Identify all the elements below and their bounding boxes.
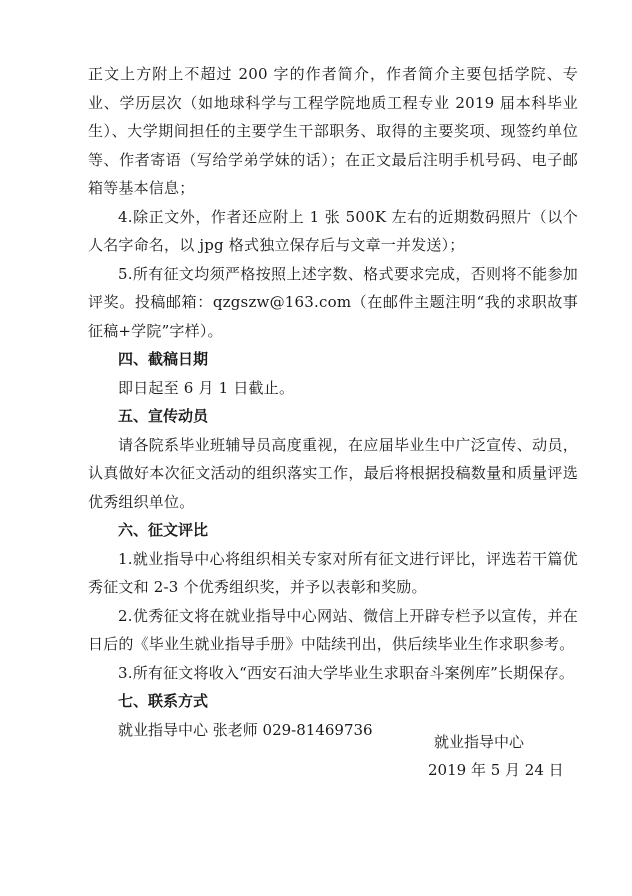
evaluation-item-1: 1.就业指导中心将组织相关专家对所有征文进行评比，评选若干篇优秀征文和 2-3 个优秀组织奖，并予以表彰和奖励。 (88, 549, 578, 596)
item-4-paragraph: 4.除正文外，作者还应附上 1 张 500K 左右的近期数码照片（以个人名字命名，以 jpg 格式独立保存后与文章一并发送）； (88, 207, 578, 254)
item-5-paragraph: 5.所有征文均须严格按照上述字数、格式要求完成，否则将不能参加评奖。投稿邮箱：qzgszw@163.com（在邮件主题注明“我的求职故事征稿+学院”字样）。 (88, 264, 578, 340)
section-contact-heading: 七、联系方式 (118, 692, 209, 710)
deadline-paragraph: 即日起至 6 月 1 日截止。 (118, 378, 295, 397)
evaluation-item-2: 2.优秀征文将在就业指导中心网站、微信上开辟专栏予以宣传，并在日后的《毕业生就业指导手册》中陆续刊出，供后续毕业生作求职参考。 (88, 606, 578, 653)
intro-paragraph: 正文上方附上不超过 200 字的作者简介，作者简介主要包括学院、专业、学历层次（如地球科学与工程学院地质工程专业 2019 届本科毕业生）、大学期间担任的主要学生干部职务、取得的主要奖项、现签约单位等、作者寄语（写给学弟学妹的话）；在正文最后注明手机号码、电子邮箱等基本信息； (88, 65, 578, 197)
promotion-paragraph: 请各院系毕业班辅导员高度重视，在应届毕业生中广泛宣传、动员，认真做好本次征文活动的组织落实工作，最后将根据投稿数量和质量评选优秀组织单位。 (88, 435, 578, 511)
signature-organization: 就业指导中心 (434, 733, 525, 751)
signature-block (428, 728, 578, 784)
document-body (88, 60, 578, 744)
section-deadline-heading: 四、截稿日期 (118, 350, 209, 368)
evaluation-item-3: 3.所有征文将收入“西安石油大学毕业生求职奋斗案例库”长期保存。 (118, 663, 575, 682)
section-promotion-heading: 五、宣传动员 (118, 407, 209, 425)
contact-line: 就业指导中心 张老师 029-81469736 (118, 720, 373, 739)
signature-date: 2019 年 5 月 24 日 (428, 761, 564, 779)
section-evaluation-heading: 六、征文评比 (118, 521, 209, 539)
